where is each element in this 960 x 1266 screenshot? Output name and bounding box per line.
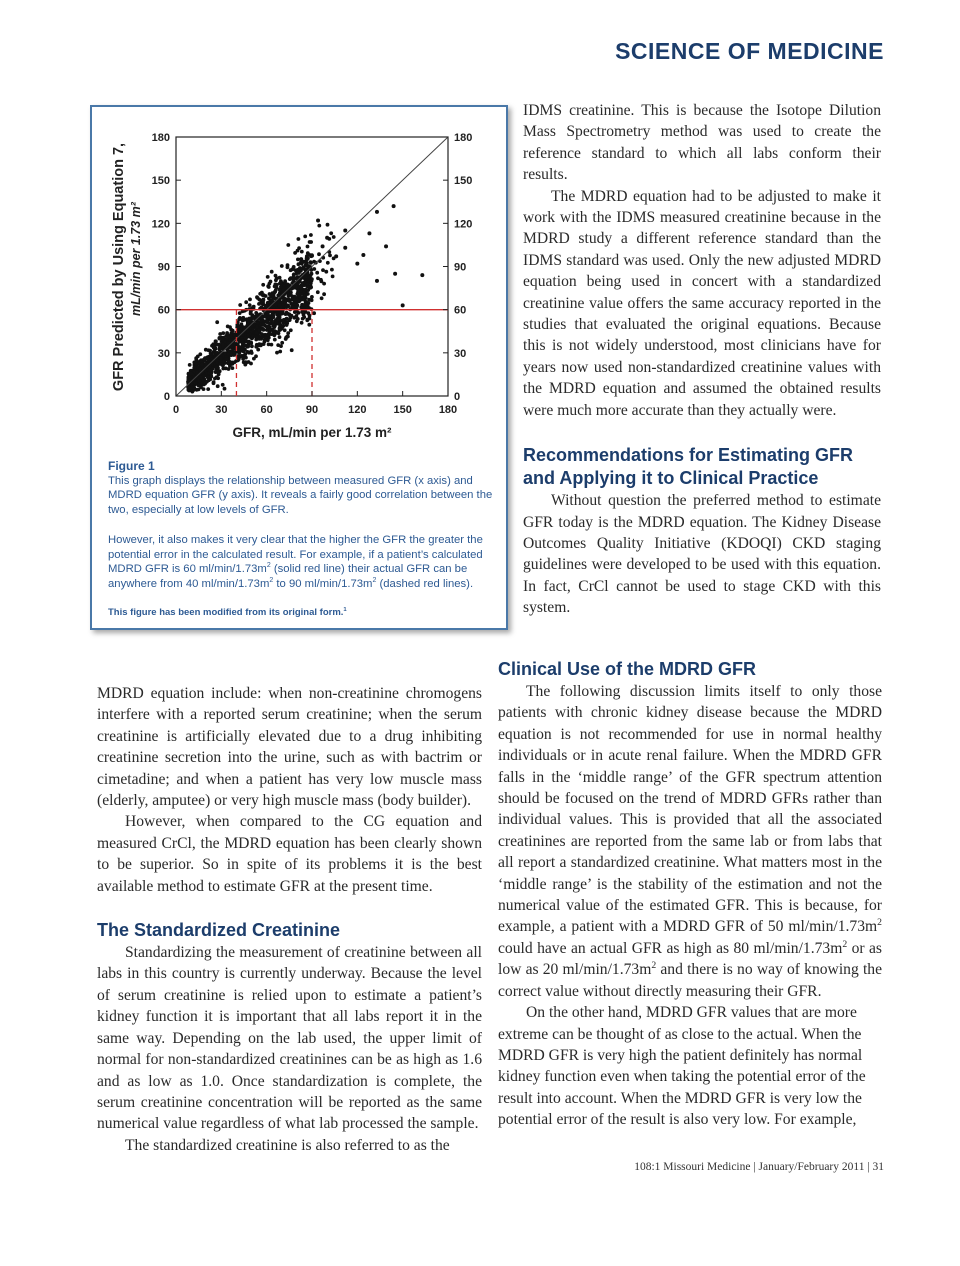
scatter-point — [290, 348, 294, 352]
scatter-point — [252, 357, 256, 361]
y-tick-label-right: 0 — [454, 391, 461, 403]
paragraph-clinical-use: The following discussion limits itself to only those patients with chronic kidney disease because the MDRD equation is not recommended for use in normal healthy individuals or in acute renal failure. When the MDRD GFR falls in the ‘middle range’ of the GFR spectrum attention should be focused on the trend of MDRD GFRs rather than individual values. This is provided that all the associated creatinines are reported from the same lab or from labs that all report a standardized creatinine. What matters most in the ‘middle range’ is the stability of the estimation and not the numerical value of the estimated GFR. This is because, for example, a patient with a MDRD GFR of 50 $ml/\min/1.73m^2$ could have an actual GFR as high as 80 $ml/\min/1.73m^2$ or as low as 20 $ml/\min/1.73m^2$ and there is no way of knowing the correct value without directly measuring their GFR. — [498, 683, 882, 1000]
scatter-point — [312, 311, 316, 315]
scatter-point — [218, 332, 222, 336]
scatter-point — [192, 361, 196, 365]
x-tick-label: 150 — [393, 404, 412, 416]
scatter-point — [263, 338, 267, 342]
scatter-point — [278, 335, 282, 339]
outlier-point — [321, 244, 325, 248]
scatter-point — [191, 386, 195, 390]
outlier-point — [384, 244, 388, 248]
paragraph-idms: IDMS creatinine. This is because the Isotope Dilution Mass Spectrometry method was used to create the reference standard to which all labs conform their results. — [523, 102, 881, 184]
scatter-point — [238, 303, 242, 307]
outlier-point — [367, 231, 371, 235]
scatter-point — [309, 260, 313, 264]
scatter-point — [284, 337, 288, 341]
caption-paragraph-1: This graph displays the relationship between measured GFR (x axis) and MDRD equation GFR (y axis). It reveals a fairly good correlation between the two, especially at low levels of GFR. — [108, 474, 493, 517]
scatter-point — [316, 290, 320, 294]
scatter-point — [277, 303, 281, 307]
scatter-point — [238, 311, 242, 315]
scatter-point — [309, 285, 313, 289]
scatter-point — [260, 305, 264, 309]
scatter-point — [273, 338, 277, 342]
scatter-point — [241, 316, 245, 320]
scatter-point — [303, 303, 307, 307]
scatter-point — [301, 281, 305, 285]
x-axis-label: GFR, mL/min per 1.73 m² — [232, 425, 392, 440]
scatter-point — [281, 319, 285, 323]
scatter-point — [240, 322, 244, 326]
paragraph-idms-ref: The standardized creatinine is also referred to as the — [125, 1136, 450, 1154]
scatter-point — [279, 344, 283, 348]
scatter-point — [295, 299, 299, 303]
x-tick-label: 120 — [348, 404, 367, 416]
scatter-point — [229, 328, 233, 332]
section-title: SCIENCE OF MEDICINE — [615, 38, 884, 64]
scatter-point — [255, 335, 259, 339]
scatter-point — [300, 250, 304, 254]
scatter-point — [252, 305, 256, 309]
outlier-point — [392, 204, 396, 208]
scatter-point — [299, 286, 303, 290]
y-tick-label: 60 — [157, 304, 170, 317]
scatter-point — [310, 295, 314, 299]
scatter-plot — [92, 107, 506, 452]
y-tick-label: 180 — [151, 132, 170, 144]
x-tick-label: 180 — [438, 404, 458, 416]
caption-paragraph-2: However, it also makes it very clear that the higher the GFR the greater the potential error in the calculated result. For example, if a patient’s calculated MDRD GFR is 60 $ml/\min/1.73m^2$ (solid red line) their actual GFR can be anywhere from 40 $ml/\min/1.73m^2$ to 90 $ml/\min/1.73m^2$ (dashed red lines). — [108, 533, 483, 590]
outlier-point — [325, 236, 329, 240]
scatter-point — [255, 325, 259, 329]
scatter-point — [271, 294, 275, 298]
paragraph-extreme-values: On the other hand, MDRD GFR values that are more extreme can be thought of as close to the actual. When the MDRD GFR is very high the patient definitely has normal kidney function even when taking the potential error of the result into account. When the MDRD GFR is very low the potential error of the result is also very low. For example, — [498, 1004, 866, 1129]
caption-note: This figure has been modified from its original form.$^1$ — [108, 606, 347, 618]
scatter-point — [266, 301, 270, 305]
scatter-point — [189, 372, 193, 376]
scatter-point — [304, 310, 308, 314]
scatter-point — [319, 278, 323, 282]
scatter-point — [289, 328, 293, 332]
scatter-point — [246, 341, 250, 345]
scatter-point — [296, 249, 300, 253]
outlier-point — [393, 272, 397, 276]
outlier-point — [334, 254, 338, 258]
x-tick-label: 30 — [215, 404, 228, 416]
scatter-point — [294, 310, 298, 314]
scatter-point — [221, 338, 225, 342]
scatter-point — [188, 363, 192, 367]
scatter-point — [295, 319, 299, 323]
scatter-point — [246, 333, 250, 337]
scatter-point — [223, 387, 227, 391]
scatter-point — [286, 263, 290, 267]
scatter-point — [256, 321, 260, 325]
scatter-point — [192, 366, 196, 370]
x-tick-label: 60 — [260, 404, 273, 416]
scatter-point — [310, 298, 314, 302]
scatter-point — [329, 231, 333, 235]
scatter-point — [221, 383, 225, 387]
scatter-point — [215, 375, 219, 379]
figure-1 — [90, 105, 508, 630]
scatter-point — [274, 303, 278, 307]
x-tick-label: 90 — [305, 404, 319, 416]
outlier-point — [375, 279, 379, 283]
scatter-point — [278, 326, 282, 330]
scatter-point — [257, 329, 261, 333]
scatter-point — [272, 315, 276, 319]
scatter-point — [289, 302, 293, 306]
scatter-point — [196, 355, 200, 359]
scatter-point — [302, 267, 306, 271]
scatter-point — [328, 254, 332, 258]
scatter-point — [292, 265, 296, 269]
scatter-point — [280, 341, 284, 345]
scatter-point — [265, 328, 269, 332]
y-tick-label-right: 150 — [454, 175, 473, 188]
scatter-point — [278, 350, 282, 354]
paragraph-recommendations: Without question the preferred method to estimate GFR today is the MDRD equation. The Kidney Disease Outcomes Quality Initiative (KDOQI) CKD staging guidelines were developed to be used with this equation. In fact, CrCl cannot be used to stage CKD with this system. — [523, 492, 881, 617]
scatter-point — [278, 310, 282, 314]
scatter-point — [288, 277, 292, 281]
scatter-point — [244, 361, 248, 365]
scatter-point — [204, 348, 208, 352]
scatter-point — [296, 258, 300, 262]
scatter-point — [266, 284, 270, 288]
scatter-point — [283, 300, 287, 304]
scatter-point — [289, 268, 293, 272]
scatter-point — [261, 293, 265, 297]
scatter-point — [294, 276, 298, 280]
outlier-point — [361, 253, 365, 257]
scatter-point — [226, 325, 230, 329]
right-column-top — [523, 100, 881, 619]
outlier-point — [355, 262, 359, 266]
scatter-point — [250, 344, 254, 348]
scatter-point — [287, 318, 291, 322]
scatter-point — [259, 344, 263, 348]
y-tick-label-right: 60 — [454, 304, 467, 317]
scatter-point — [238, 340, 242, 344]
scatter-point — [300, 260, 304, 264]
left-column — [97, 683, 482, 1156]
scatter-point — [279, 281, 283, 285]
y-tick-label-right: 90 — [454, 261, 467, 274]
scatter-point — [272, 331, 276, 335]
heading-standardized-creatinine: The Standardized Creatinine — [97, 920, 341, 941]
scatter-point — [206, 387, 210, 391]
scatter-point — [300, 310, 304, 314]
outlier-point — [401, 303, 405, 307]
scatter-point — [218, 347, 222, 351]
x-tick-label: 0 — [172, 404, 180, 416]
scatter-point — [211, 342, 215, 346]
scatter-point — [215, 366, 219, 370]
heading-recommendations: Recommendations for Estimating GFR and Applying it to Clinical Practice — [523, 445, 854, 489]
scatter-point — [252, 315, 256, 319]
scatter-point — [287, 312, 291, 316]
scatter-point — [250, 351, 254, 355]
scatter-point — [248, 303, 252, 307]
scatter-point — [261, 299, 265, 303]
scatter-point — [269, 280, 273, 284]
scatter-point — [322, 282, 326, 286]
scatter-point — [307, 264, 311, 268]
scatter-point — [190, 390, 194, 394]
scatter-point — [248, 298, 252, 302]
scatter-point — [267, 343, 271, 347]
scatter-point — [278, 276, 282, 280]
scatter-point — [264, 304, 268, 308]
scatter-point — [261, 328, 265, 332]
scatter-point — [324, 270, 328, 274]
caption-title: Figure 1 — [108, 459, 155, 473]
scatter-point — [306, 318, 310, 322]
paragraph-mdrd-include: MDRD equation include: when non-creatinine chromogens interfere with a reported serum creatinine; when the serum creatinine is artificially elevated due to a drug inhibiting creatinine secretion into the urine, such as with bactrim or cimetadine; and when a patient has very low muscle mass (elderly, amputee) or very high muscle mass (body builder). — [97, 685, 482, 810]
paragraph-mdrd-adjusted: The MDRD equation had to be adjusted to make it work with the IDMS measured creatinine because in the MDRD study a different reference standard than the IDMS standard was used. Only the new adjusted MDRD equation being used in concert with a standardized creatinine value offers the same accuracy reported in the studies that evaluated the original equations. Because this is not widely understood, most clinicians have for years now used non-standardized creatinine values with the MDRD equation and assumed the obtained results were much more accurate than they actually were. — [523, 187, 881, 419]
scatter-point — [304, 288, 308, 292]
scatter-point — [219, 356, 223, 360]
scatter-point — [306, 282, 310, 286]
scatter-point — [205, 380, 209, 384]
scatter-point — [326, 261, 330, 265]
scatter-point — [257, 302, 261, 306]
scatter-point — [212, 380, 216, 384]
scatter-point — [330, 268, 334, 272]
scatter-point — [229, 352, 233, 356]
scatter-point — [297, 237, 301, 241]
figure-caption — [108, 459, 500, 620]
scatter-point — [249, 362, 253, 366]
scatter-point — [209, 375, 213, 379]
scatter-point — [241, 357, 245, 361]
scatter-point — [281, 324, 285, 328]
scatter-point — [279, 285, 283, 289]
outlier-point — [316, 218, 320, 222]
scatter-point — [307, 323, 311, 327]
y-tick-label: 90 — [157, 261, 170, 274]
scatter-point — [256, 348, 260, 352]
scatter-point — [317, 252, 321, 256]
right-column-bottom — [498, 658, 882, 1131]
scatter-point — [229, 338, 233, 342]
scatter-points — [186, 223, 335, 394]
scatter-point — [326, 223, 330, 227]
scatter-point — [308, 314, 312, 318]
scatter-point — [299, 269, 303, 273]
scatter-point — [309, 233, 313, 237]
y-tick-label-right: 120 — [454, 218, 473, 231]
y-tick-label: 30 — [157, 347, 170, 360]
y-axis-label: GFR Predicted by Using Equation 7, — [111, 142, 127, 392]
y-tick-label-right: 180 — [454, 132, 473, 144]
scatter-point — [293, 316, 297, 320]
scatter-point — [261, 283, 265, 287]
scatter-point — [229, 334, 233, 338]
scatter-point — [274, 274, 278, 278]
scatter-point — [273, 290, 277, 294]
scatter-point — [270, 270, 274, 274]
scatter-point — [315, 271, 319, 275]
scatter-point — [286, 331, 290, 335]
scatter-point — [216, 384, 220, 388]
scatter-point — [305, 256, 309, 260]
scatter-point — [322, 292, 326, 296]
scatter-point — [200, 363, 204, 367]
scatter-point — [227, 367, 231, 371]
y-tick-label: 150 — [151, 175, 170, 188]
scatter-point — [271, 322, 275, 326]
scatter-point — [244, 300, 248, 304]
scatter-point — [286, 243, 290, 247]
scatter-point — [203, 359, 207, 363]
scatter-point — [287, 297, 291, 301]
scatter-point — [266, 275, 270, 279]
heading-clinical-use: Clinical Use of the MDRD GFR — [498, 659, 757, 679]
outlier-point — [420, 273, 424, 277]
scatter-point — [320, 296, 324, 300]
scatter-point — [306, 245, 310, 249]
scatter-point — [249, 312, 253, 316]
scatter-point — [331, 275, 335, 279]
page-footer: 108:1 Missouri Medicine | January/February 2011 | 31 — [634, 1161, 884, 1173]
scatter-point — [199, 376, 203, 380]
scatter-point — [268, 322, 272, 326]
scatter-point — [310, 254, 314, 258]
scatter-point — [295, 305, 299, 309]
paragraph-standardizing: Standardizing the measurement of creatinine between all labs in this country is currently underway. Because the level of serum creatinine is relied upon to estimate a patient’s kidney function it is important that all labs report it in the same way. Depending on the lab used, the upper limit of normal for non-standardized creatinines can be as high as 1.6 and as low as 1.0. Once standardization is complete, the serum creatinine concentration will be reported as the same numerical value regardless of what lab processed the sample. — [97, 944, 482, 1133]
outlier-point — [375, 210, 379, 214]
outlier-point — [343, 246, 347, 250]
scatter-point — [277, 318, 281, 322]
scatter-point — [267, 315, 271, 319]
scatter-point — [217, 372, 221, 376]
scatter-point — [300, 321, 304, 325]
y-tick-label: 120 — [151, 218, 170, 231]
scatter-point — [300, 292, 304, 296]
outlier-points — [316, 204, 424, 307]
scatter-point — [286, 283, 290, 287]
scatter-point — [233, 360, 237, 364]
scatter-point — [215, 351, 219, 355]
scatter-point — [280, 264, 284, 268]
scatter-point — [310, 277, 314, 281]
scatter-point — [273, 285, 277, 289]
scatter-point — [265, 325, 269, 329]
scatter-point — [284, 305, 288, 309]
y-tick-label: 0 — [163, 391, 170, 403]
scatter-point — [218, 336, 222, 340]
scatter-point — [306, 292, 310, 296]
y-tick-label-right: 30 — [454, 347, 467, 360]
scatter-point — [255, 312, 259, 316]
y-axis-units: mL/min per 1.73 m² — [129, 202, 143, 316]
scatter-point — [332, 235, 336, 239]
scatter-point — [321, 268, 325, 272]
scatter-point — [260, 332, 264, 336]
scatter-point — [308, 240, 312, 244]
scatter-point — [317, 224, 321, 228]
paragraph-compared: However, when compared to the CG equation and measured CrCl, the MDRD equation has been clearly shown to be superior. So in spite of its problems it is the best available method to estimate GFR at the present time. — [97, 813, 482, 895]
scatter-point — [299, 295, 303, 299]
scatter-point — [301, 317, 305, 321]
outlier-point — [343, 229, 347, 233]
scatter-point — [242, 350, 246, 354]
scatter-point — [215, 320, 219, 324]
scatter-point — [208, 369, 212, 373]
scatter-point — [303, 235, 307, 239]
scatter-point — [225, 357, 229, 361]
